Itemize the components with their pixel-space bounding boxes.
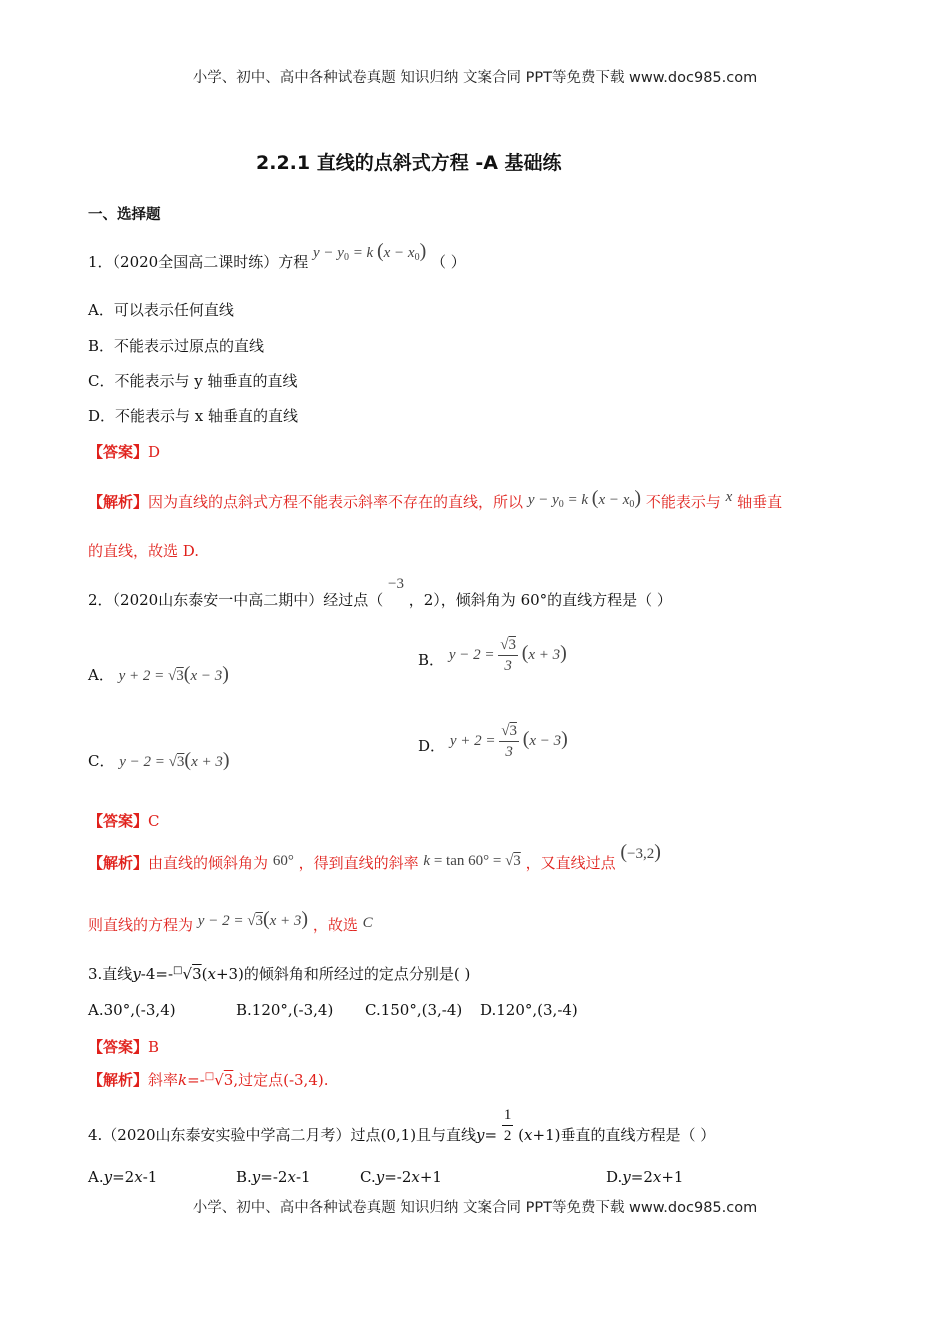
- q1-option-a: A．可以表示任何直线: [88, 301, 234, 319]
- q2-option-d-equation: y + 2 = $\frac{√3}{3}$ (x − 3): [449, 723, 568, 760]
- q2-option-a-equation: y + 2 = √3(x − 3): [118, 663, 229, 685]
- page-title: 2.2.1 直线的点斜式方程 -A 基础练: [256, 152, 562, 174]
- q3-analysis: 【解析】斜率k=-□√3,过定点(-3,4).: [88, 1071, 329, 1089]
- q1-analysis: 【解析】因为直线的点斜式方程不能表示斜率不存在的直线，所以 $y - y_0 = k$ $(x - x_0)$ 不能表示与 x 轴垂直: [88, 487, 783, 511]
- q4-option-a: A.y=2x-1: [88, 1168, 158, 1186]
- page-header: 小学、初中、高中各种试卷真题 知识归纳 文案合同 PPT等免费下载 www.doc985.com: [192, 70, 758, 86]
- q2-answer: 【答案】C: [88, 812, 160, 830]
- q2-option-d: D． y + 2 = $\frac{√3}{3}$ (x − 3): [418, 723, 568, 760]
- q2-option-b: B． y − 2 = $\frac{√3}{3}$ (x + 3): [418, 637, 567, 674]
- q3-option-a: A.30°,(-3,4): [88, 1001, 176, 1019]
- q1-option-b: B．不能表示过原点的直线: [88, 337, 265, 355]
- q2-stem: 2．（2020山东泰安一中高二期中）经过点（ −3 ，2），倾斜角为 60°的直线方程是（ ）: [88, 576, 672, 609]
- q3-answer: 【答案】B: [88, 1038, 160, 1056]
- q4-option-d: D.y=2x+1: [606, 1168, 684, 1186]
- q1-equation: $y - y_0 = k$ $(x - x_0)$: [313, 240, 427, 263]
- q2-analysis-cont: 则直线的方程为 y − 2 = √3(x + 3) ，故选 C: [88, 908, 373, 934]
- q2-option-c-equation: y − 2 = √3(x + 3): [119, 749, 230, 771]
- q2-option-b-equation: y − 2 = $\frac{√3}{3}$ (x + 3): [448, 637, 567, 674]
- q1-option-c: C．不能表示与 y 轴垂直的直线: [88, 372, 298, 390]
- q1-analysis-equation: $y - y_0 = k$ $(x - x_0)$: [527, 487, 642, 510]
- page-footer: 小学、初中、高中各种试卷真题 知识归纳 文案合同 PPT等免费下载 www.doc985.com: [192, 1200, 758, 1216]
- q1-option-d: D．不能表示与 x 轴垂直的直线: [88, 407, 299, 425]
- q3-stem: 3.直线y-4=-□√3(x+3)的倾斜角和所经过的定点分别是( ): [88, 965, 471, 983]
- q4-stem: 4.（2020山东泰安实验中学高二月考）过点(0,1)且与直线y= $\frac{1}{2}$ (x+1)垂直的直线方程是（ ）: [88, 1107, 716, 1144]
- q2-option-a: A． y + 2 = √3(x − 3): [88, 663, 229, 685]
- q2-line-equation: y − 2 = √3(x + 3): [197, 908, 309, 930]
- q1-answer: 【答案】D: [88, 443, 161, 461]
- q1-stem: 1．（2020全国高二课时练）方程 $y - y_0 = k$ $(x - x_0)$ （ ）: [88, 240, 466, 271]
- q3-option-d: D.120°,(3,-4): [480, 1001, 578, 1019]
- q4-fraction: $\frac{1}{2}$: [503, 1107, 512, 1144]
- q3-option-c: C.150°,(3,-4): [365, 1001, 463, 1019]
- section-heading: 一、选择题: [88, 207, 161, 223]
- q2-slope-equation: k = tan 60° = √3: [423, 853, 521, 869]
- q4-option-b: B.y=-2x-1: [236, 1168, 311, 1186]
- q2-option-c: C． y − 2 = √3(x + 3): [88, 749, 230, 771]
- q3-option-b: B.120°,(-3,4): [236, 1001, 334, 1019]
- q2-analysis: 【解析】由直线的倾斜角为 60° ，得到直线的斜率 k = tan 60° = √3 ，又直线过点 (−3,2): [88, 841, 661, 872]
- q1-analysis-cont: 的直线，故选 D.: [88, 542, 200, 560]
- q2-point: (−3,2): [620, 841, 661, 863]
- q4-option-c: C.y=-2x+1: [360, 1168, 442, 1186]
